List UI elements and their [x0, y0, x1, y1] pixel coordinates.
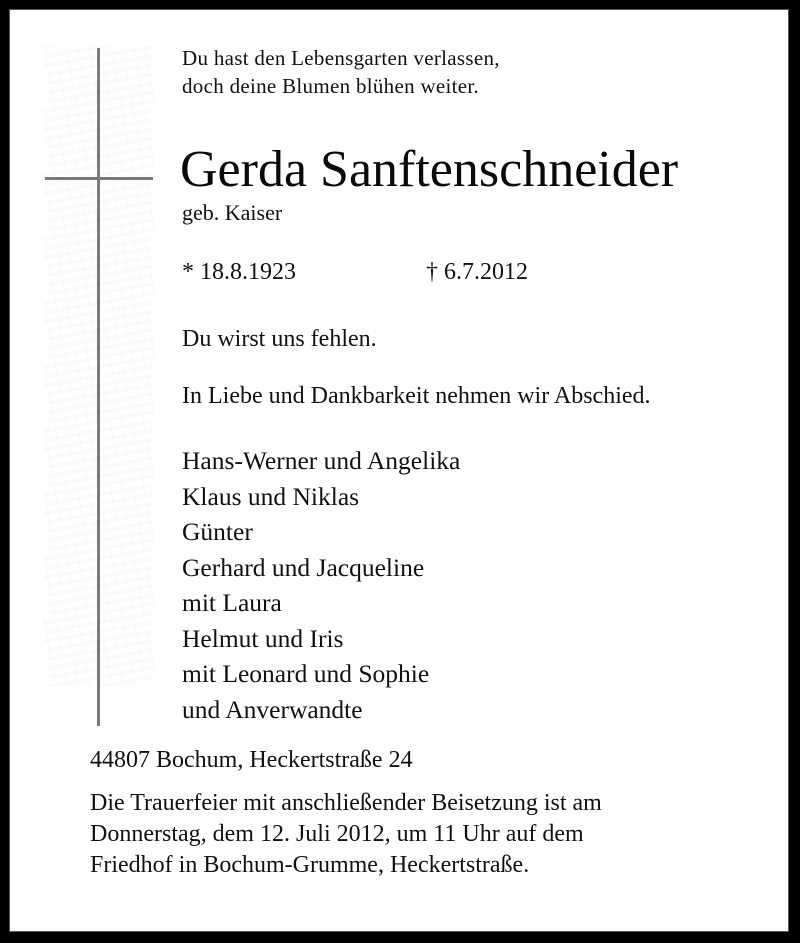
birth-date: * 18.8.1923	[182, 259, 296, 285]
death-date: † 6.7.2012	[426, 259, 528, 285]
mourner-entry: mit Leonard und Sophie	[182, 659, 430, 688]
mourner-entry: Helmut und Iris	[182, 623, 344, 653]
mourner-entry: Günter	[182, 517, 253, 546]
missing-line: Du wirst uns fehlen.	[182, 326, 377, 352]
mourner-entry: Klaus und Niklas	[182, 481, 360, 511]
service-line: Die Trauerfeier mit anschließender Beisetzung ist am	[90, 790, 602, 816]
cross-horizontal-bar	[45, 177, 153, 180]
mourner-entry: Hans-Werner und Angelika	[182, 446, 461, 475]
cross-vertical-bar	[97, 48, 100, 726]
service-line: Donnerstag, dem 12. Juli 2012, um 11 Uhr auf dem	[90, 821, 584, 847]
service-line: Friedhof in Bochum-Grumme, Heckertstraße.	[90, 852, 530, 878]
mourner-entry: und Anverwandte	[182, 694, 363, 724]
motto-line: Du hast den Lebensgarten verlassen,	[182, 46, 500, 70]
funeral-service-info	[90, 788, 602, 881]
deceased-name: Gerda Sanftenschneider	[180, 141, 679, 198]
farewell-line: In Liebe und Dankbarkeit nehmen wir Abschied.	[182, 383, 651, 409]
mourners-list	[182, 443, 460, 727]
motto-verse	[182, 44, 500, 100]
family-address: 44807 Bochum, Heckertstraße 24	[90, 747, 413, 773]
motto-line: doch deine Blumen blühen weiter.	[182, 74, 480, 98]
mourner-entry: mit Laura	[182, 588, 282, 617]
maiden-name: geb. Kaiser	[182, 200, 283, 225]
mourner-entry: Gerhard und Jacqueline	[182, 552, 425, 582]
